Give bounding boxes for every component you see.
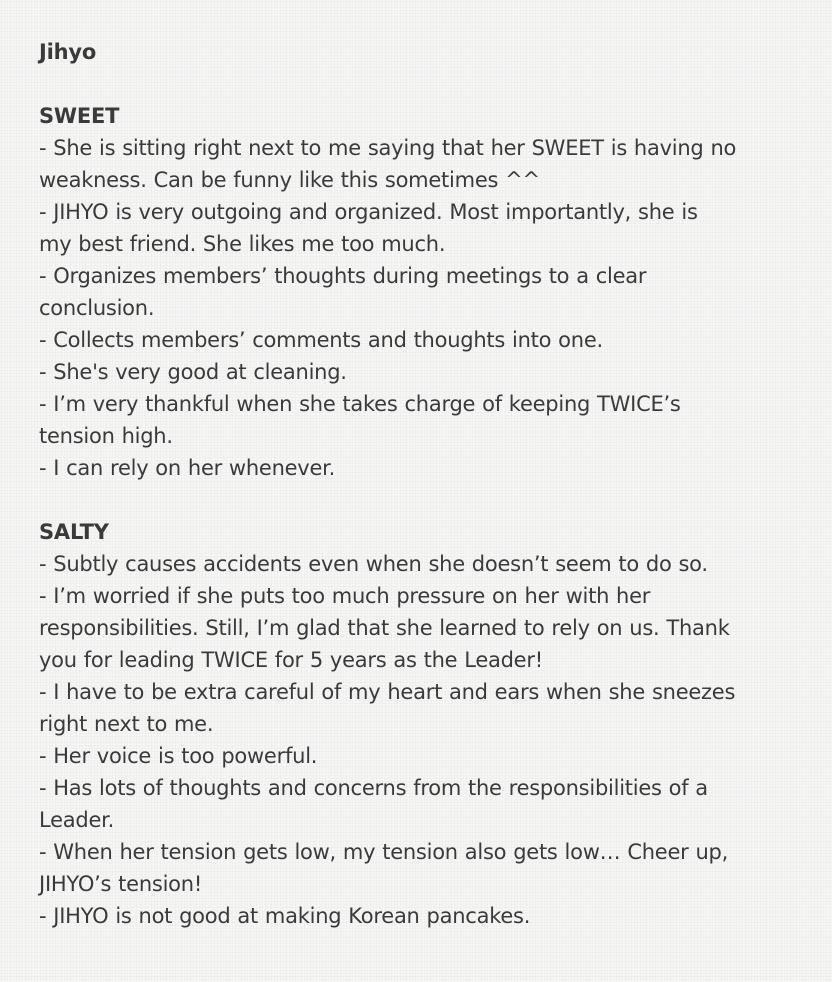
note-title: Jihyo [39,40,97,64]
text-line: my best friend. She likes me too much. [39,232,446,256]
text-line: you for leading TWICE for 5 years as the Leader! [39,648,543,672]
section-heading-salty: SALTY [39,520,109,544]
text-line: weakness. Can be funny like this sometimes ^^ [39,168,540,192]
text-line: - Collects members’ comments and thoughts into one. [39,328,603,352]
text-line: - When her tension gets low, my tension also gets low… Cheer up, [39,840,729,864]
text-line: - JIHYO is very outgoing and organized. Most importantly, she is [39,200,698,224]
text-line: - She is sitting right next to me saying that her SWEET is having no [39,136,737,160]
text-line: conclusion. [39,296,155,320]
text-line: responsibilities. Still, I’m glad that she learned to rely on us. Thank [39,616,730,640]
text-line: - Organizes members’ thoughts during meetings to a clear [39,264,647,288]
text-line: - JIHYO is not good at making Korean pancakes. [39,904,531,928]
text-line: - I have to be extra careful of my heart and ears when she sneezes [39,680,736,704]
text-line: - Subtly causes accidents even when she doesn’t seem to do so. [39,552,708,576]
section-lines-sweet [39,132,802,484]
text-line: - I’m very thankful when she takes charge of keeping TWICE’s [39,392,681,416]
section-lines-salty [39,548,802,932]
text-line: tension high. [39,424,173,448]
section-sweet [39,100,802,484]
section-salty [39,516,802,932]
text-line: - She's very good at cleaning. [39,360,347,384]
text-line: - I can rely on her whenever. [39,456,336,480]
text-line: right next to me. [39,712,214,736]
text-line: - Has lots of thoughts and concerns from the responsibilities of a [39,776,708,800]
text-line: Leader. [39,808,115,832]
text-line: JIHYO’s tension! [39,872,202,896]
text-line: - Her voice is too powerful. [39,744,318,768]
section-heading-sweet: SWEET [39,104,120,128]
text-line: - I’m worried if she puts too much pressure on her with her [39,584,651,608]
